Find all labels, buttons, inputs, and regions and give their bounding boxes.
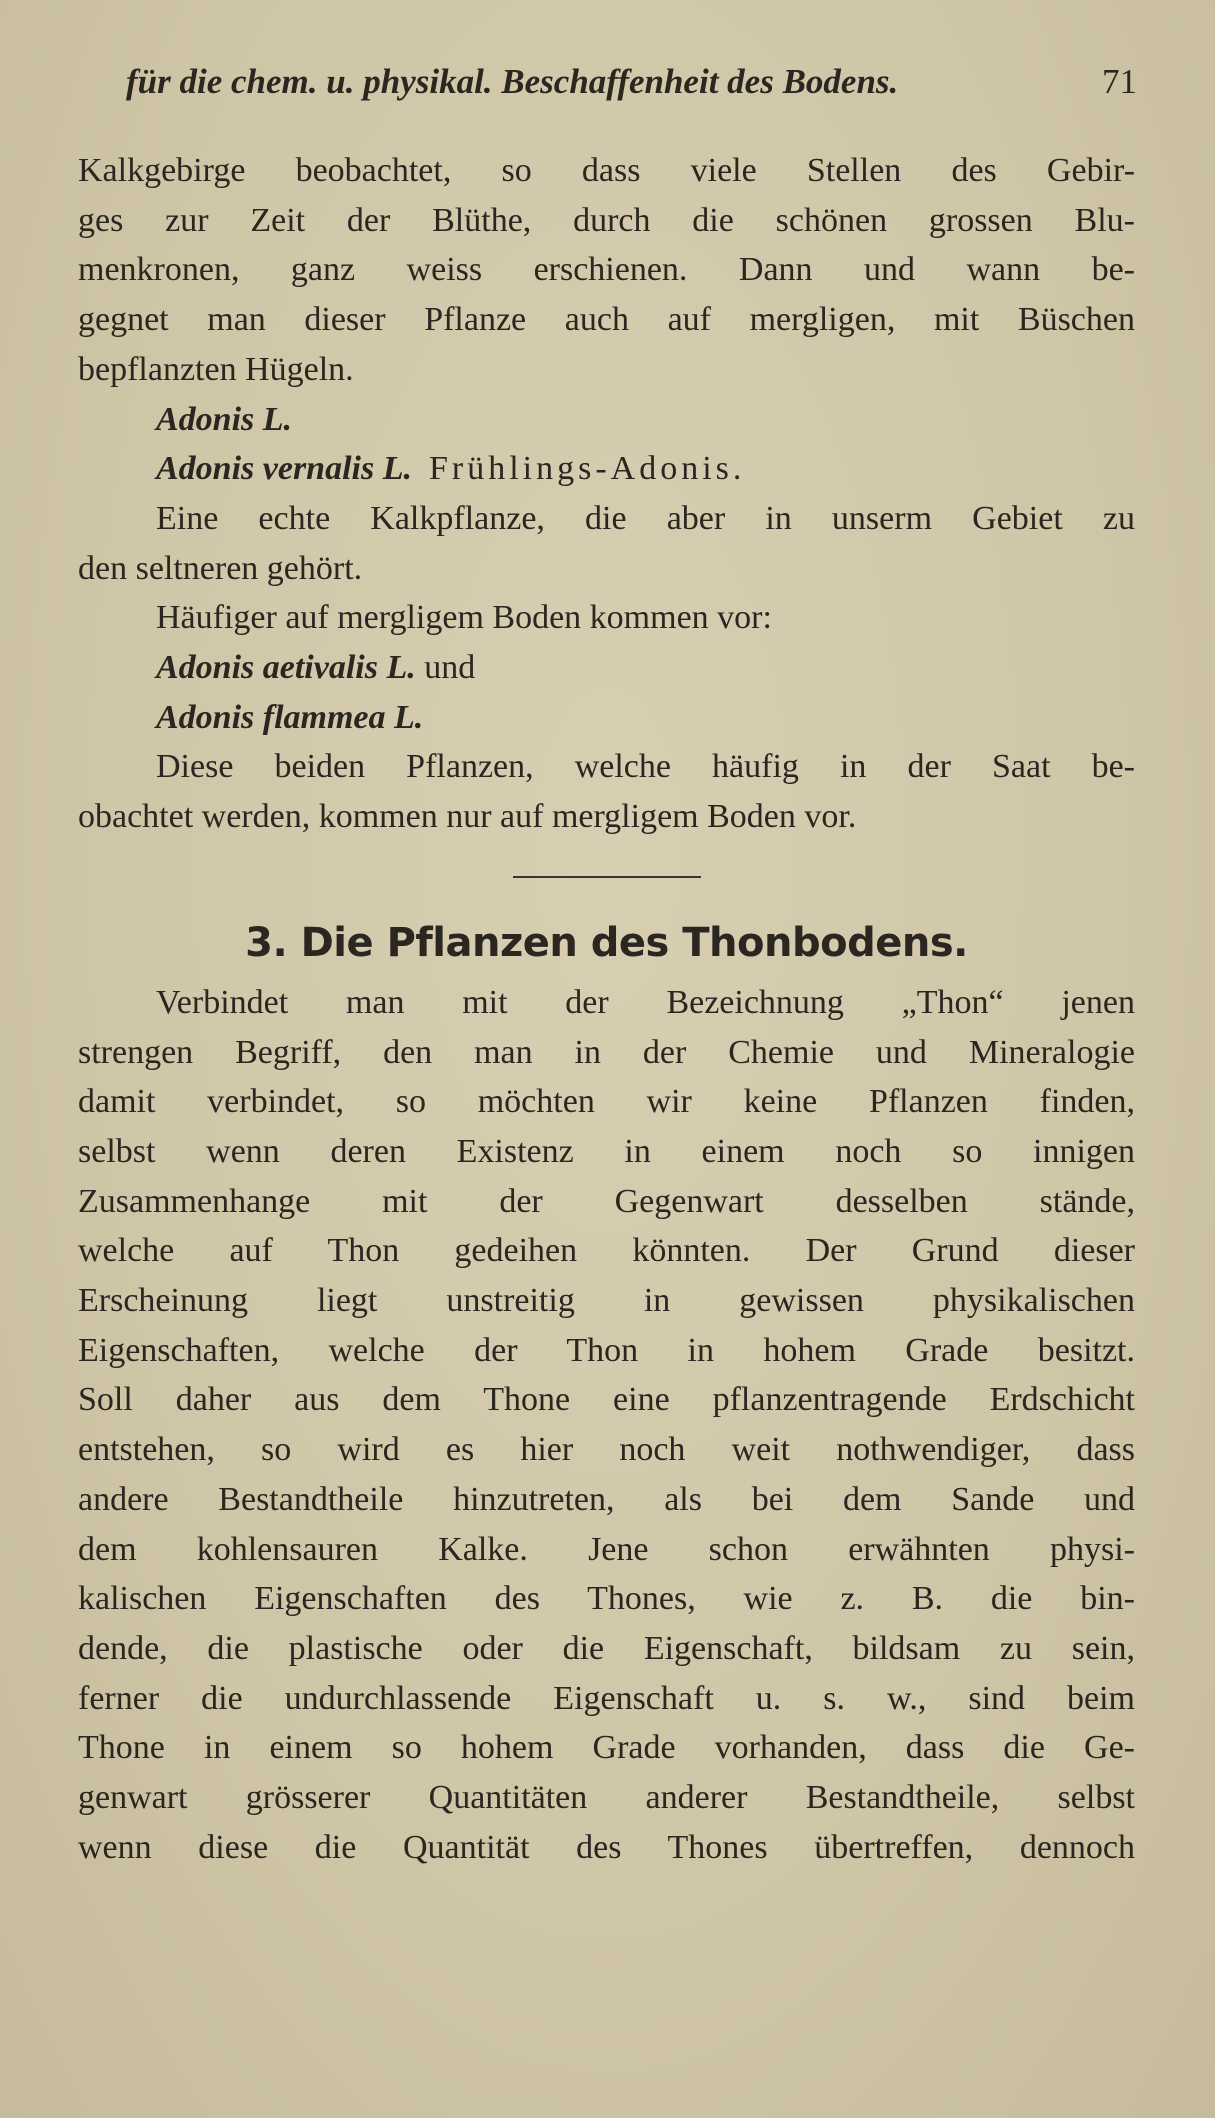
text-line: den seltneren gehört. [78,549,363,587]
latin-name: Adonis aetivalis L. [156,649,416,687]
text-line: Kalkgebirge beobachtet, so dass viele Stellen des Gebir- [78,152,1135,189]
text-line: kalischen Eigenschaften des Thones, wie z. B. die bin- [78,1580,1135,1618]
text-line: genwart grösserer Quantitäten anderer Bestandtheile, selbst [78,1779,1135,1817]
paragraph-kalkgebirge [78,146,1135,395]
text-line: obachtet werden, kommen nur auf mergligem Boden vor. [78,798,857,836]
text-line: Eine echte Kalkpflanze, die aber in unserm Gebiet zu [156,499,1135,537]
text-line: andere Bestandtheile hinzutreten, als bei dem Sande und [78,1480,1135,1518]
text-line: ferner die undurchlassende Eigenschaft u. s. w., sind beim [78,1679,1135,1717]
section-title: 3. Die Pflanzen des Thonbodens. [245,919,968,966]
paragraph-diese-beiden [78,742,1135,841]
paragraph-kalkpflanze [78,494,1135,593]
text-line: gegnet man dieser Pflanze auch auf mergligen, mit Büschen [78,301,1135,339]
paragraph-haeufiger [78,593,1135,643]
common-name: Frühlings-Adonis. [428,450,746,488]
text-line: strengen Begriff, den man in der Chemie und Mineralogie [78,1033,1135,1071]
page-body [78,146,1135,1873]
text-line: bepflanzten Hügeln. [78,350,354,388]
species-adonis-vernalis [78,444,1135,494]
paragraph-thonboden [78,978,1135,1873]
page-header [78,62,1137,110]
text-line [78,444,1135,494]
text-line: wenn diese die Quantität des Thones übertreffen, dennoch [78,1828,1135,1866]
text-line: selbst wenn deren Existenz in einem noch so innigen [78,1132,1135,1170]
text-line: dende, die plastische oder die Eigenschaft, bildsam zu sein, [78,1629,1135,1667]
text-line: dem kohlensauren Kalke. Jene schon erwähnten physi- [78,1530,1135,1568]
text-line: Eigenschaften, welche der Thon in hohem Grade besitzt. [78,1331,1135,1369]
page-number: 71 [1102,62,1137,101]
text-line: welche auf Thon gedeihen könnten. Der Grund dieser [78,1232,1135,1270]
latin-name: Adonis flammea L. [156,698,424,736]
text-line: damit verbindet, so möchten wir keine Pflanzen finden, [78,1083,1135,1121]
text-line: Thone in einem so hohem Grade vorhanden, dass die Ge- [78,1729,1135,1767]
text-line: Zusammenhange mit der Gegenwart desselben stände, [78,1182,1135,1220]
species-adonis-aestivalis [78,643,1135,693]
latin-name: Adonis L. [156,400,293,438]
text-line [78,643,1135,693]
text-line: Verbindet man mit der Bezeichnung „Thon“ jenen [156,983,1135,1021]
text-line: Diese beiden Pflanzen, welche häufig in der Saat be- [156,748,1135,786]
conjunction: und [424,649,476,687]
genus-heading-adonis [78,395,1135,445]
text-line: menkronen, ganz weiss erschienen. Dann und wann be- [78,251,1135,289]
species-adonis-flammea [78,693,1135,743]
running-head: für die chem. u. physikal. Beschaffenheit des Bodens. [126,62,899,101]
text-line: entstehen, so wird es hier noch weit nothwendiger, dass [78,1431,1135,1469]
text-line: Erscheinung liegt unstreitig in gewissen physikalischen [78,1282,1135,1320]
section-divider [513,876,701,878]
text-line: ges zur Zeit der Blüthe, durch die schönen grossen Blu- [78,201,1135,239]
text-line: Häufiger auf mergligem Boden kommen vor: [156,599,772,637]
latin-name: Adonis vernalis L. [156,450,412,488]
text-line: Soll daher aus dem Thone eine pflanzentragende Erdschicht [78,1381,1135,1419]
